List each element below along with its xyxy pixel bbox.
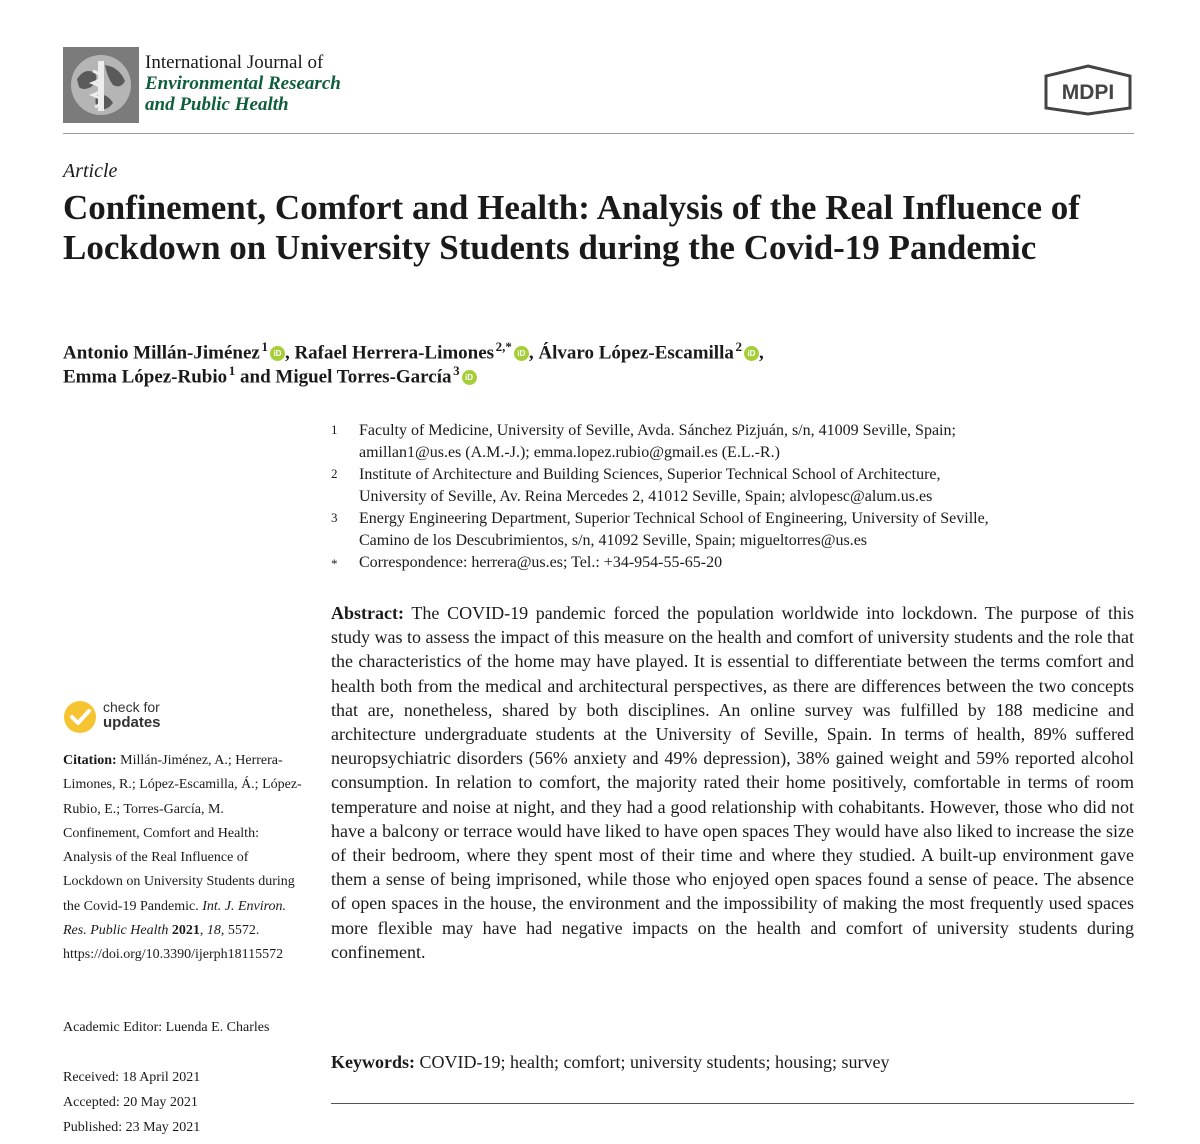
affiliation: Institute of Architecture and Building Sciences, Superior Technical School of Architecture, University of Seville, Av. Reina Mercedes 2, 41012 Seville, Spain; alvlopesc@alum.us.es bbox=[359, 466, 941, 505]
keywords bbox=[331, 1050, 889, 1074]
affiliation-number: 1 bbox=[331, 422, 338, 437]
check-for-updates-line1: check for bbox=[103, 699, 160, 715]
citation: Citation: Millán-Jiménez, A.; Herrera-Limones, R.; López-Escamilla, Á.; López-Rubio, E.; Torres-García, M. Confinement, Comfort and Health: Analysis of the Real Influence of Lockdown on University Students during the Covid-19 Pandemic. Int. J. Environ. Res. Public Health 2021, 18, 5572. https://doi.org/10.3390/ijerph18115572 bbox=[63, 753, 302, 963]
mdpi-logo-text: MDPI bbox=[1061, 81, 1115, 104]
orcid-icon[interactable]: iD bbox=[514, 346, 529, 361]
author-affiliation-mark: 2,* bbox=[495, 339, 512, 354]
affiliation: Energy Engineering Department, Superior Technical School of Engineering, University of Seville, Camino de los Descubrimientos, s/n, 41092 Seville, Spain; migueltorres@us.es bbox=[359, 510, 989, 549]
author-name: Antonio Millán-Jiménez bbox=[63, 342, 260, 364]
journal-name-line1: International Journal of bbox=[145, 52, 324, 73]
author-name: Emma López-Rubio bbox=[63, 366, 228, 388]
orcid-icon[interactable]: iD bbox=[462, 370, 477, 385]
author-name: Álvaro López-Escamilla bbox=[538, 342, 734, 364]
accepted-date: Accepted: 20 May 2021 bbox=[63, 1095, 198, 1110]
author-affiliation-mark: 1 bbox=[261, 339, 268, 354]
author-name: Rafael Herrera-Limones bbox=[294, 342, 495, 364]
article-title: Confinement, Comfort and Health: Analysis of the Real Influence of Lockdown on University Students during the Covid-19 Pandemic bbox=[63, 188, 1080, 267]
author-affiliation-mark: 2 bbox=[735, 339, 742, 354]
check-for-updates-line2: updates bbox=[103, 714, 161, 731]
author-name: Miguel Torres-García bbox=[275, 366, 452, 388]
academic-editor: Academic Editor: Luenda E. Charles bbox=[63, 1020, 270, 1035]
author-affiliation-mark: 1 bbox=[228, 363, 236, 378]
author-list-line2: Emma López-Rubio $^1$ and Miguel Torres-García $^3$ iD bbox=[63, 359, 477, 389]
abstract-label: Abstract: bbox=[331, 603, 404, 623]
affiliation-number: 2 bbox=[331, 466, 338, 481]
orcid-icon[interactable]: iD bbox=[270, 346, 285, 361]
citation-doi[interactable]: 5572. https://doi.org/10.3390/ijerph18115572 bbox=[63, 923, 284, 963]
affiliation-number: 3 bbox=[331, 510, 338, 525]
received-date: Received: 18 April 2021 bbox=[63, 1070, 201, 1085]
abstract-text: The COVID-19 pandemic forced the population worldwide into lockdown. The purpose of this study was to assess the impact of this measure on the health and comfort of university students and the role that the characteristics of the home may have played. It is essential to differentiate between the terms comfort and health both from the medical and architectural perspectives, as there are differences between the two concepts that are, nonetheless, shared by both disciplines. An online survey was fulfilled by 188 medicine and architecture undergraduate students at the University of Seville, Spain. In terms of health, 89% suffered neuropsychiatric disorders (56% anxiety and 49% depression), 38% gained weight and 59% reported alcohol consumption. In relation to comfort, the majority rated their home positively, comfortable in terms of room temperature and noise at night, and they had a good relationship with cohabitants. However, those who did not have a balcony or terrace would have liked to have open spaces They would have also liked to increase the size of their bedroom, where they spent most of their time and where they studied. A built-up environment gave them a sense of being imprisoned, while those who enjoyed open spaces found a sense of peace. The absence of open spaces in the house, the environment and the impossibility of making the most frequently used spaces more flexible may have had negative impacts on the health and comfort of university students during confinement. bbox=[331, 603, 1134, 962]
correspondence-mark: * bbox=[331, 556, 338, 571]
checkmark-icon bbox=[63, 700, 97, 734]
citation-label: Citation: bbox=[63, 753, 117, 768]
author-list-line1: Antonio Millán-Jiménez $^1$ iD , Rafael Herrera-Limones $^{2,*}$ iD , Álvaro López-Escamilla $^2$ iD , bbox=[63, 339, 764, 364]
journal-name-line3: and Public Health bbox=[145, 94, 289, 115]
affiliation: Faculty of Medicine, University of Seville, Avda. Sánchez Pizjuán, s/n, 41009 Seville, Spain; amillan1@us.es (A.M.-J.); emma.lopez.rubio@gmail.es (E.L.-R.) bbox=[359, 422, 956, 461]
journal-name bbox=[145, 52, 341, 115]
article-type: Article bbox=[63, 160, 118, 182]
author-affiliation-mark: 3 bbox=[453, 363, 460, 378]
check-for-updates-button[interactable] bbox=[63, 696, 183, 740]
keywords-label: Keywords: bbox=[331, 1052, 415, 1072]
published-date: Published: 23 May 2021 bbox=[63, 1120, 201, 1135]
keywords-text: COVID-19; health; comfort; university students; housing; survey bbox=[419, 1052, 890, 1072]
orcid-icon[interactable]: iD bbox=[744, 346, 759, 361]
journal-logo bbox=[63, 47, 139, 123]
mdpi-logo bbox=[1042, 64, 1134, 116]
header-divider bbox=[63, 133, 1134, 134]
journal-name-line2: Environmental Research bbox=[145, 73, 341, 94]
abstract bbox=[331, 601, 1134, 964]
bottom-divider bbox=[331, 1103, 1134, 1104]
correspondence: Correspondence: herrera@us.es; Tel.: +34-954-55-65-20 bbox=[359, 554, 723, 571]
